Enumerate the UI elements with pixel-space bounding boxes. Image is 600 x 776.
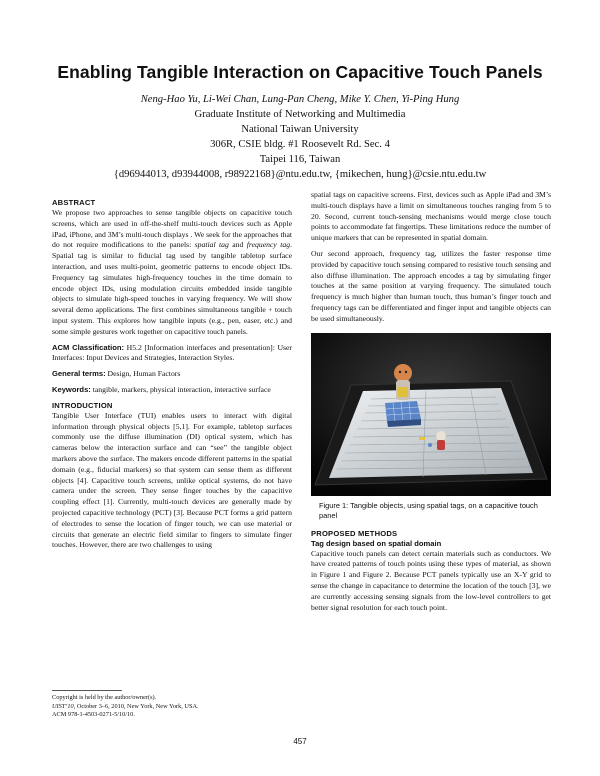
affiliation-line-3: 306R, CSIE bldg. #1 Roosevelt Rd. Sec. 4	[210, 139, 390, 150]
acm-classification: ACM Classification: H5.2 [Information interfaces and presentation]: User Interfaces: Input Devices and Strategies, Interaction Styles.	[52, 342, 292, 363]
right-paragraph-1: spatial tags on capacitive screens. First, devices such as Apple iPad and 3M’s multi-touch displays have a limit on simultaneous touches ranging from 5 to 20. Second, current touch-sensing mechanisms would merge close touch points to accommodate fat fingertips. These limitations reduce the number of unique markers that can be represented in spatial domain.	[311, 190, 551, 243]
abstract-text: We propose two approaches to sense tangible objects on capacitive touch screens, which are used in off-the-shelf multi-touch devices such as Apple iPad, iPhone, and 3M’s multi-touch displays . We seek for the approaches that do not require modifications to the panels: spatial tag and frequency tag. Spatial tag is similar to fiducial tag used by tangible tabletop surface interaction, and uses multi-point, geometric patterns to encode object IDs. Frequency tag simulates high-frequency touches in the time domain to encode object IDs, using modulation circuits embedded inside tangible objects to simulate high-speed touches in varying frequency. We will show several demo applications. The first combines simultaneous tangible + touch input system. This explores how tangible inputs (e.g., pen, easer, etc.) and some simple gestures work together on capacitive touch panels.	[52, 208, 292, 336]
right-paragraph-2: Our second approach, frequency tag, utilizes the faster response time provided by capacitive touch sensing compared to resistive touch sensing and also diffuse illumination. The approach encodes a tag by simulating finger touches at the same position at varying frequency. The simulated touch frequency is much higher than human touch, thus human’s finger touch and frequency tags can be differentiated and finger input and tangible objects can be used simultaneously.	[311, 248, 551, 323]
left-column	[52, 198, 292, 551]
copyright-line-2: UIST’10, October 3–6, 2010, New York, New York, USA.	[52, 702, 199, 710]
figure-1-caption: Figure 1: Tangible objects, using spatial tags, on a capacitive touch panel	[319, 500, 538, 520]
figure-1-photo	[311, 333, 551, 496]
copyright-line-1: Copyright is held by the author/owner(s).	[52, 694, 157, 701]
spatial-domain-subheading: Tag design based on spatial domain	[311, 538, 442, 548]
page-number: 457	[293, 737, 307, 746]
author-emails: {d96944013, d93944008, r98922168}@ntu.edu.tw, {mikechen, hung}@csie.ntu.edu.tw	[113, 169, 487, 180]
affiliation-line-4: Taipei 116, Taiwan	[259, 154, 341, 165]
affiliation-line-2: National Taiwan University	[241, 124, 359, 135]
introduction-heading: INTRODUCTION	[52, 400, 113, 410]
abstract-heading: ABSTRACT	[52, 198, 96, 207]
copyright-line-3: ACM 978-1-4503-0271-5/10/10.	[52, 711, 135, 718]
paper-title: Enabling Tangible Interaction on Capacitive Touch Panels	[57, 62, 543, 82]
frequency-tag-term: frequency tag	[246, 240, 291, 250]
proposed-methods-heading: PROPOSED METHODS	[311, 528, 398, 538]
copyright-block	[52, 690, 292, 720]
proposed-methods-text: Capacitive touch panels can detect certain materials such as conductors. We have created patterns of touch points using these types of material, as shown in Figure 1 and Figure 2. Because PCT panels typically use an X-Y grid to sense the change in capacitance to determine the location of the touch [3], we are currently accessing sensing signals from the low-level controllers to get better signal resolution for each touch point.	[311, 548, 551, 612]
right-column	[311, 190, 551, 613]
copyright-rule	[52, 690, 122, 691]
general-terms: General terms: Design, Human Factors	[52, 369, 181, 379]
author-names: Neng-Hao Yu, Li-Wei Chan, Lung-Pan Cheng, Mike Y. Chen, Yi-Ping Hung	[140, 94, 460, 105]
spatial-tag-term: spatial tag	[194, 240, 229, 250]
author-block	[0, 92, 600, 182]
introduction-text: Tangible User Interface (TUI) enables users to interact with digital information through physical objects [5,1]. For example, tabletop surfaces commonly use the diffuse illumination (DI) optical system, which has cameras below the interaction surface and can “see” the tangible object markers above the surface. The makers encode different patterns in the spatial domain (e.g., fiducial markers) so that system can sense them as different objects [4]. Capacitive touch screens, unlike optical systems, do not have camera under the screen. They sense finger touches by the capacitive coupling effect [1]. Currently, multi-touch devices are generally made by projected capacitive technology (PCT) [3]. Because PCT forms a grid pattern of electrodes to sense the location of finger touch, we can use material or circuits that generate an electric field similar to fingers to simulate finger touches. However, there are two challenges to using	[52, 410, 292, 550]
tablet-photo-illustration	[311, 333, 551, 496]
affiliation-line-1: Graduate Institute of Networking and Multimedia	[194, 109, 406, 120]
keywords: Keywords: tangible, markers, physical interaction, interactive surface	[52, 384, 271, 394]
